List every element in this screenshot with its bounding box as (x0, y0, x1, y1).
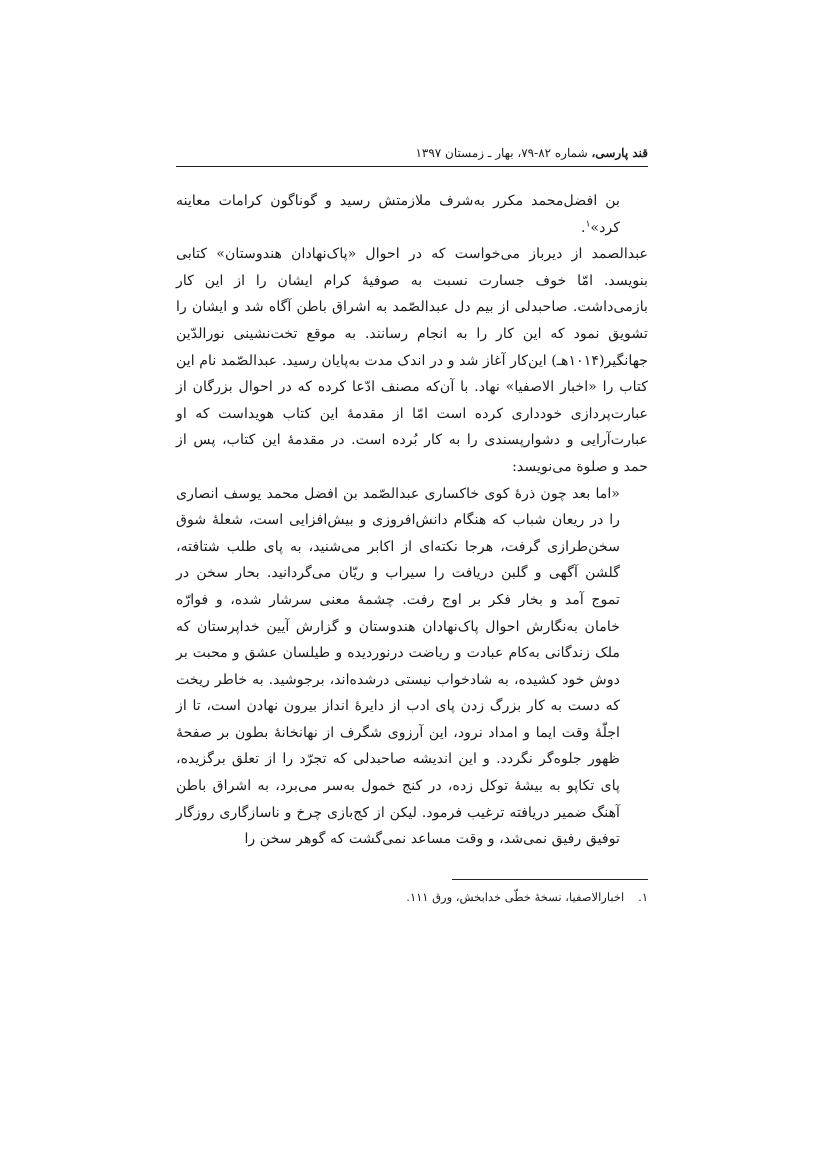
running-header (176, 144, 648, 162)
journal-name: قند پارسی، (591, 146, 648, 160)
footnote-marker: ۱ (585, 218, 591, 229)
block-quote: «اما بعد چون ذرهٔ کوی خاکساری عبدالصّمد بن افضل محمد یوسف انصاری را در ریعان شباب که هنگام دانش‌افروزی و بیش‌افزایی است، شعلهٔ شوق سخن‌طرازی گرفت، هرجا نکته‌ای از اکابر می‌شنید، به پای طلب شتافته، گلشن آگهی و گلبن دریافت را سیراب و ریّان می‌گردانید. بحار سخن در تموج آمد و بخار فکر بر اوج رفت. چشمهٔ معنی سرشار شده، و فوارّه خامان به‌نگارش احوال پاک‌نهادان هندوستان و گزارش آیین خداپرستان که ملک زندگانی به‌کام عبادت و ریاضت درنوردیده و طیلسان عشق و محبت بر دوش خود کشیده، به شادخواب نیستی درشده‌اند، برجوشید. به خاطر ریخت که دست به کار بزرگ زدن پای ادب از دایرهٔ انداز بیرون نهادن است، تا از اجلّهٔ وقت ایما و امداد نرود، این آرزوی شگرف از نهانخانهٔ بطون بر صفحهٔ ظهور جلوه‌گر نگردد. و این اندیشه صاحبدلی که تجرّد را از تعلق برگزیده، پای تکاپو به بیشهٔ توکل زده، در کنج خمول به‌سر می‌برد، به اشراق باطن آهنگ ضمیر دریافته ترغیب فرمود. لیکن از کج‌بازی چرخ و ناسازگاری روزگار توفیق رفیق نمی‌شد، و وقت مساعد نمی‌گشت که گوهر سخن را (176, 485, 620, 848)
footnote-text: اخبارالاصفیا، نسخهٔ خطّی خدابخش، ورق ۱۱۱. (406, 890, 625, 904)
quote-continuation-line1: بن افضل‌محمد مکرر به‌شرف ملازمتش رسید و گوناگون کرامات (218, 193, 620, 209)
footnote-rule (452, 879, 648, 880)
quote-continuation (176, 188, 620, 241)
main-text (176, 188, 648, 853)
header-rule (176, 166, 648, 167)
quote-continuation-tail: . (581, 219, 586, 236)
quote-continuation-line2: معاینه کرد» (176, 193, 620, 236)
footnote-number: ۱. (638, 890, 648, 904)
footnote (176, 888, 648, 906)
issue-info: شماره ۸۲-۷۹، بهار ـ زمستان ۱۳۹۷ (415, 146, 592, 160)
body-paragraph: عبدالصمد از دیرباز می‌خواست که در احوال «پاک‌نهادان هندوستان» کتابی بنویسد. امّا خوف جسارت نسبت به صوفیهٔ کرام ایشان را از این کار بازمی‌داشت. صاحبدلی از بیم دل عبدالصّمد به اشراق باطن آگاه شد و ایشان را تشویق نمود که این کار را به انجام رسانند. به موقع تخت‌نشینی نورالدّین جهانگیر(۱۰۱۴هـ) این‌کار آغاز شد و در اندک مدت به‌پایان رسید. عبدالصّمد نام این کتاب را «اخبار الاصفیا» نهاد. با آن‌که مصنف ادّعا کرده که در احوال بزرگان از عبارت‌پردازی خودداری کرده است امّا از مقدمهٔ این کتاب هویداست که او عبارت‌آرایی و دشوارپسندی را به کار بُرده است. در مقدمهٔ این کتاب، پس از حمد و صلوة می‌نویسد: (176, 246, 648, 475)
